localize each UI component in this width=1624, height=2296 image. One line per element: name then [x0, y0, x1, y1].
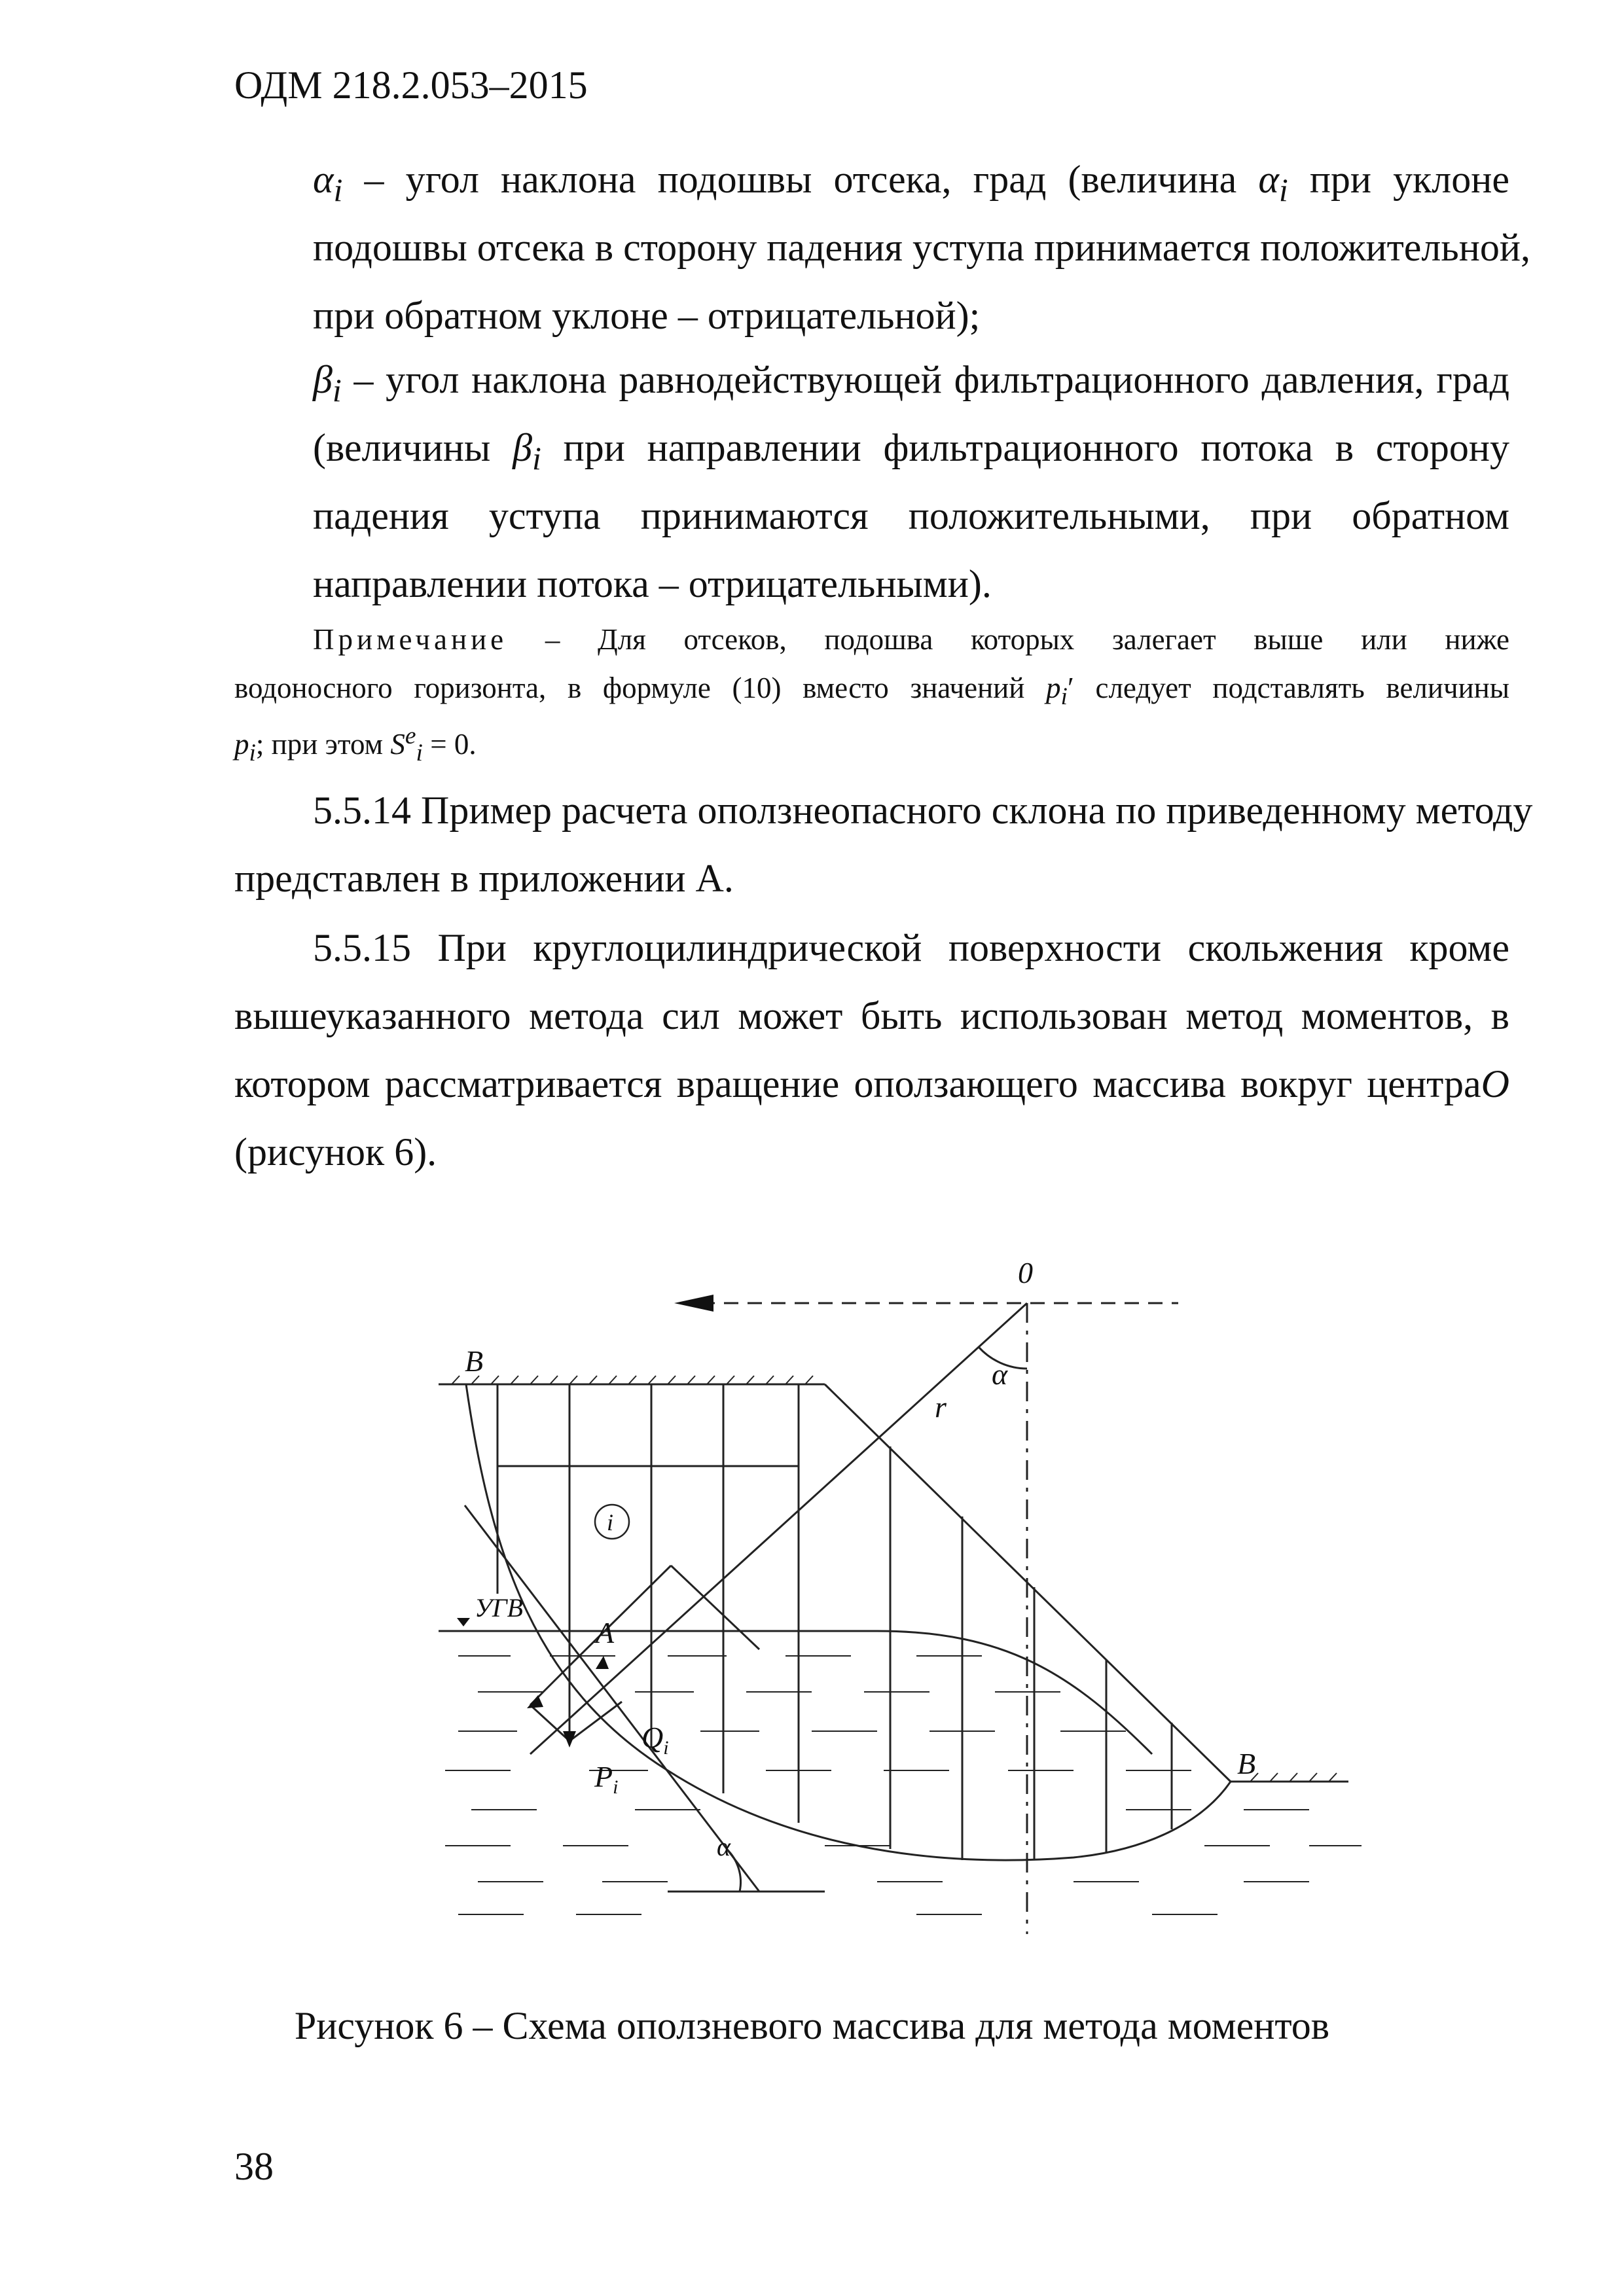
arrow-icon — [527, 1695, 543, 1708]
landslide-figure — [419, 1230, 1401, 1937]
beta-line-3: падения уступа принимаются положительными, при обратном — [313, 494, 1509, 537]
force-line — [569, 1566, 671, 1666]
arrow-icon — [596, 1656, 609, 1669]
beta-line-1: $\beta_i$ – угол наклона равнодействующей фильтрационного давления, град — [313, 358, 1509, 408]
para-5-5-15-line-1: 5.5.15 При круглоцилиндрической поверхности скольжения кроме — [313, 926, 1509, 969]
direction-arrow-icon — [674, 1295, 713, 1312]
label-force-q: $Q_i$ — [641, 1721, 669, 1759]
label-alpha-top: α — [992, 1357, 1008, 1391]
page-number: 38 — [234, 2145, 274, 2188]
force-line — [569, 1702, 622, 1741]
label-ugv: УГВ — [475, 1593, 524, 1623]
slip-circle-arc — [466, 1384, 1231, 1860]
para-5-5-14-line-2: представлен в приложении А. — [234, 857, 734, 900]
label-alpha-bottom: α — [717, 1832, 731, 1861]
beta-line-4: направлении потока – отрицательными). — [313, 562, 992, 605]
water-dashes — [445, 1656, 1362, 1914]
ground-hatching — [452, 1376, 1337, 1782]
label-point-a: A — [596, 1616, 615, 1649]
alpha-line-1: $\alpha_i$ – угол наклона подошвы отсека, град (величина $\alpha_i$ при уклоне — [313, 158, 1509, 208]
note-line-3: $p_i$; при этом $S^e_i = 0$. — [234, 723, 477, 766]
label-force-p: $P_i$ — [594, 1760, 619, 1798]
para-5-5-15-line-3: котором рассматривается вращение оползающего массива вокруг центраО — [234, 1062, 1509, 1105]
alpha-line-3: при обратном уклоне – отрицательной); — [313, 294, 981, 337]
note-line-2: водоносного горизонта, в формуле (10) вместо значений $p_i'$ следует подставлять величины — [234, 672, 1509, 710]
arrow-icon — [563, 1731, 576, 1748]
label-center-o: 0 — [1018, 1256, 1033, 1289]
label-b-right: B — [1237, 1747, 1256, 1780]
radius-line — [530, 1303, 1027, 1754]
para-5-5-15-line-2: вышеуказанного метода сил может быть использован метод моментов, в — [234, 994, 1509, 1037]
label-radius-r: r — [935, 1390, 947, 1424]
force-line — [671, 1566, 759, 1649]
landslide-diagram — [419, 1230, 1401, 1937]
para-5-5-15-line-4: (рисунок 6). — [234, 1130, 437, 1174]
tangent-line — [465, 1505, 759, 1892]
slope-face-line — [825, 1384, 1231, 1782]
water-level-marker-icon — [457, 1618, 470, 1626]
note-line-1: Примечание – Для отсеков, подошва которых залегает выше или ниже — [313, 623, 1509, 656]
document-code-header: ОДМ 218.2.053–2015 — [234, 63, 588, 107]
label-b-left: B — [465, 1344, 484, 1378]
label-slice-i: i — [607, 1509, 614, 1535]
beta-line-2: (величины $\beta_i$ при направлении фильтрационного потока в сторону — [313, 426, 1509, 476]
alpha-line-2: подошвы отсека в сторону падения уступа принимается положительной, — [313, 226, 1530, 269]
figure-caption: Рисунок 6 – Схема оползневого массива для метода моментов — [294, 2004, 1330, 2047]
para-5-5-14-line-1: 5.5.14 Пример расчета оползнеопасного склона по приведенному методу — [313, 789, 1533, 832]
